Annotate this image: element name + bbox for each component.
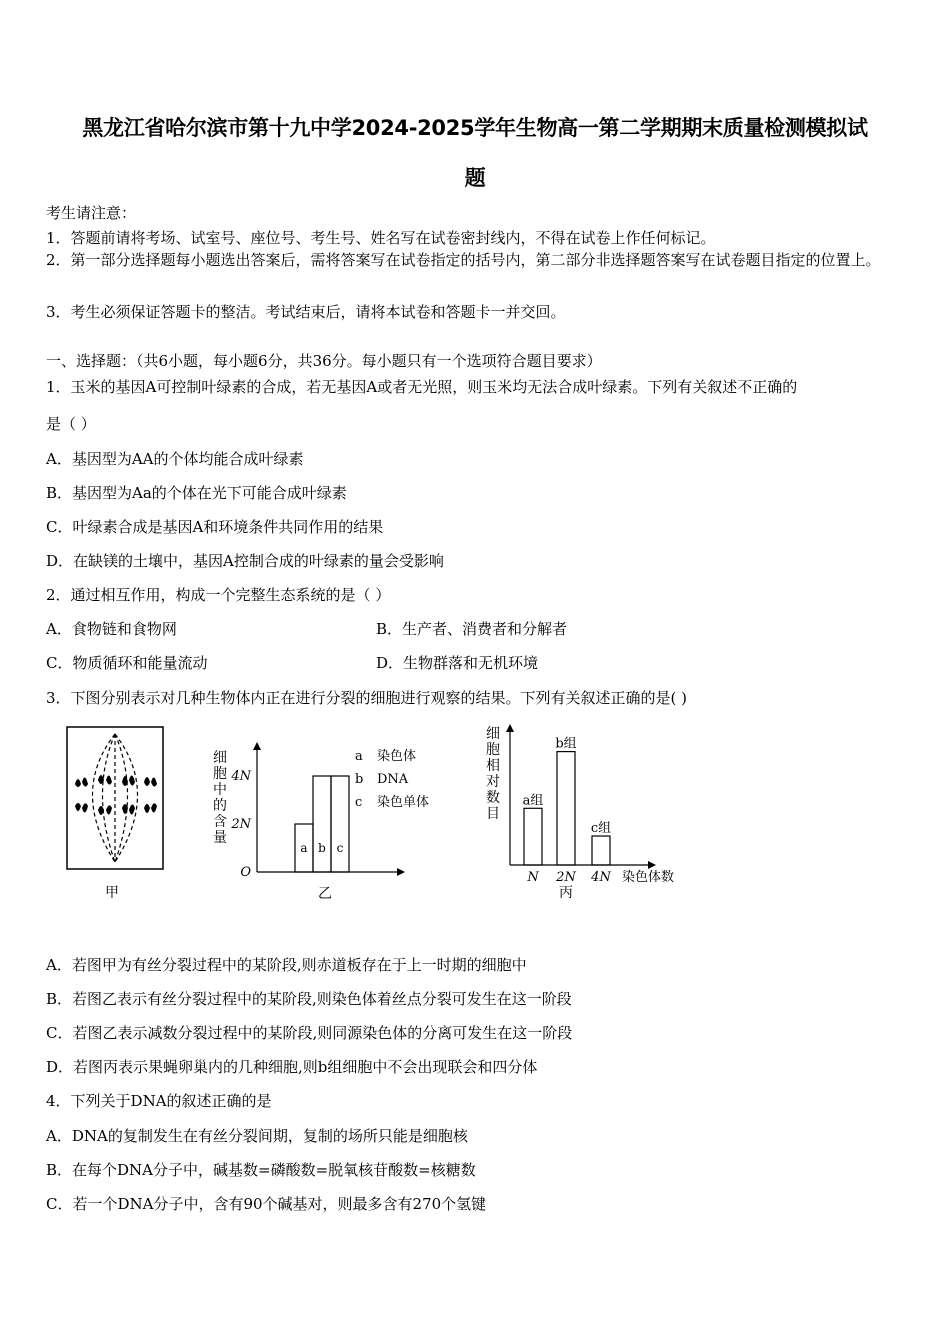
q2-option-c: C．物质循环和能量流动 (46, 654, 208, 672)
figure-jia (60, 722, 180, 904)
q1-stem-line-2: 是（ ） (46, 415, 96, 433)
x-tick-label: 2N (556, 870, 576, 885)
legend-key-b: b (355, 772, 364, 787)
y-tick-label: 4N (231, 769, 251, 784)
q1-option-d: D．在缺镁的土壤中，基因A控制合成的叶绿素的量会受影响 (46, 552, 444, 570)
y-axis-label-char: 细 (213, 750, 227, 766)
bar-group-label: c组 (590, 821, 612, 837)
notice-item-1: 1．答题前请将考场、试室号、座位号、考生号、姓名写在试卷密封线内，不得在试卷上作任何标记。 (46, 229, 716, 247)
q1-option-c: C．叶绿素合成是基因A和环境条件共同作用的结果 (46, 518, 384, 536)
q2-option-b: B．生产者、消费者和分解者 (376, 620, 568, 638)
y-axis-arrow (506, 724, 514, 732)
bar-group-2 (592, 836, 610, 865)
legend-key-c: c (355, 795, 363, 810)
q4-option-a: A．DNA的复制发生在有丝分裂间期，复制的场所只能是细胞核 (46, 1127, 468, 1145)
q1-option-a: A．基因型为AA的个体均能合成叶绿素 (46, 450, 304, 468)
bar-c (331, 776, 349, 872)
y-axis-label-char: 相 (486, 758, 500, 774)
q3-option-a: A．若图甲为有丝分裂过程中的某阶段,则赤道板存在于上一时期的细胞中 (46, 956, 527, 974)
q3-stem: 3．下图分别表示对几种生物体内正在进行分裂的细胞进行观察的结果。下列有关叙述正确的是( ) (46, 689, 688, 707)
q4-stem: 4．下列关于DNA的叙述正确的是 (46, 1092, 272, 1110)
y-axis-label-char: 量 (213, 830, 227, 846)
exam-title-line-1: 黑龙江省哈尔滨市第十九中学2024-2025学年生物高一第二学期期末质量检测模拟试 (82, 116, 868, 140)
x-axis-label: 染色体数 (622, 870, 675, 885)
legend-label-b: DNA (377, 772, 409, 787)
x-tick-label: 4N (591, 870, 611, 885)
q2-option-d: D．生物群落和无机环境 (376, 654, 539, 672)
notice-item-2: 2．第一部分选择题每小题选出答案后，需将答案写在试卷指定的括号内，第二部分非选择题答案写在试卷题目指定的位置上。 (46, 251, 881, 269)
q1-stem-line-1: 1．玉米的基因A可控制叶绿素的合成，若无基因A或者无光照，则玉米均无法合成叶绿素。下列有关叙述不正确的 (46, 378, 798, 396)
y-axis-label-char: 胞 (213, 766, 227, 782)
figure-jia-caption: 甲 (105, 885, 119, 901)
q3-option-b: B．若图乙表示有丝分裂过程中的某阶段,则染色体着丝点分裂可发生在这一阶段 (46, 990, 572, 1008)
legend-label-c: 染色单体 (377, 795, 430, 810)
q3-option-c: C．若图乙表示减数分裂过程中的某阶段,则同源染色体的分离可发生在这一阶段 (46, 1024, 573, 1042)
bar-group-label: a组 (522, 793, 544, 809)
y-axis-label-char: 中 (213, 782, 227, 798)
y-axis-label-char: 的 (213, 798, 227, 814)
y-axis-label-char: 数 (486, 790, 500, 806)
x-axis-arrow (397, 868, 405, 876)
section-heading: 一、选择题：（共6小题，每小题6分，共36分。每小题只有一个选项符合题目要求） (46, 352, 602, 370)
exam-title-line-2: 题 (464, 166, 486, 190)
q1-option-b: B．基因型为Aa的个体在光下可能合成叶绿素 (46, 484, 347, 502)
bar-b (313, 776, 331, 872)
notice-heading: 考生请注意： (46, 204, 137, 222)
q2-option-a: A．食物链和食物网 (46, 620, 177, 638)
chromosomes (75, 775, 157, 815)
legend-label-a: 染色体 (377, 749, 417, 764)
chart-bing-title: 丙 (559, 885, 573, 901)
y-axis-label-char: 对 (486, 774, 500, 790)
legend-key-a: a (355, 749, 363, 764)
bar-label-b: b (318, 841, 326, 855)
y-tick-label: O (240, 865, 251, 880)
spindle-fibers (93, 734, 138, 862)
x-axis-arrow (648, 861, 656, 869)
q4-option-b: B．在每个DNA分子中，碱基数=磷酸数=脱氧核苷酸数=核糖数 (46, 1161, 476, 1179)
bar-label-c: c (336, 841, 344, 855)
bar-label-a: a (300, 841, 308, 855)
y-axis-label-char: 目 (486, 806, 500, 822)
y-axis-arrow (253, 742, 261, 750)
q2-stem: 2．通过相互作用，构成一个完整生态系统的是（ ） (46, 586, 391, 604)
notice-item-3: 3．考生必须保证答题卡的整洁。考试结束后，请将本试卷和答题卡一并交回。 (46, 303, 566, 321)
q4-option-c: C．若一个DNA分子中，含有90个碱基对，则最多含有270个氢键 (46, 1195, 487, 1213)
chart-bing (482, 718, 697, 904)
y-tick-label: 2N (231, 817, 251, 832)
y-axis-label-char: 含 (213, 814, 227, 830)
q3-option-d: D．若图丙表示果蝇卵巢内的几种细胞,则b组细胞中不会出现联会和四分体 (46, 1058, 538, 1076)
bar-group-1 (557, 752, 575, 865)
y-axis-label-char: 细 (486, 726, 500, 742)
y-axis-label-char: 胞 (486, 742, 500, 758)
chart-yi (205, 732, 455, 904)
x-tick-label: N (527, 870, 539, 885)
chart-yi-title: 乙 (318, 886, 332, 902)
bar-group-label: b组 (555, 736, 577, 752)
bar-group-0 (524, 808, 542, 865)
